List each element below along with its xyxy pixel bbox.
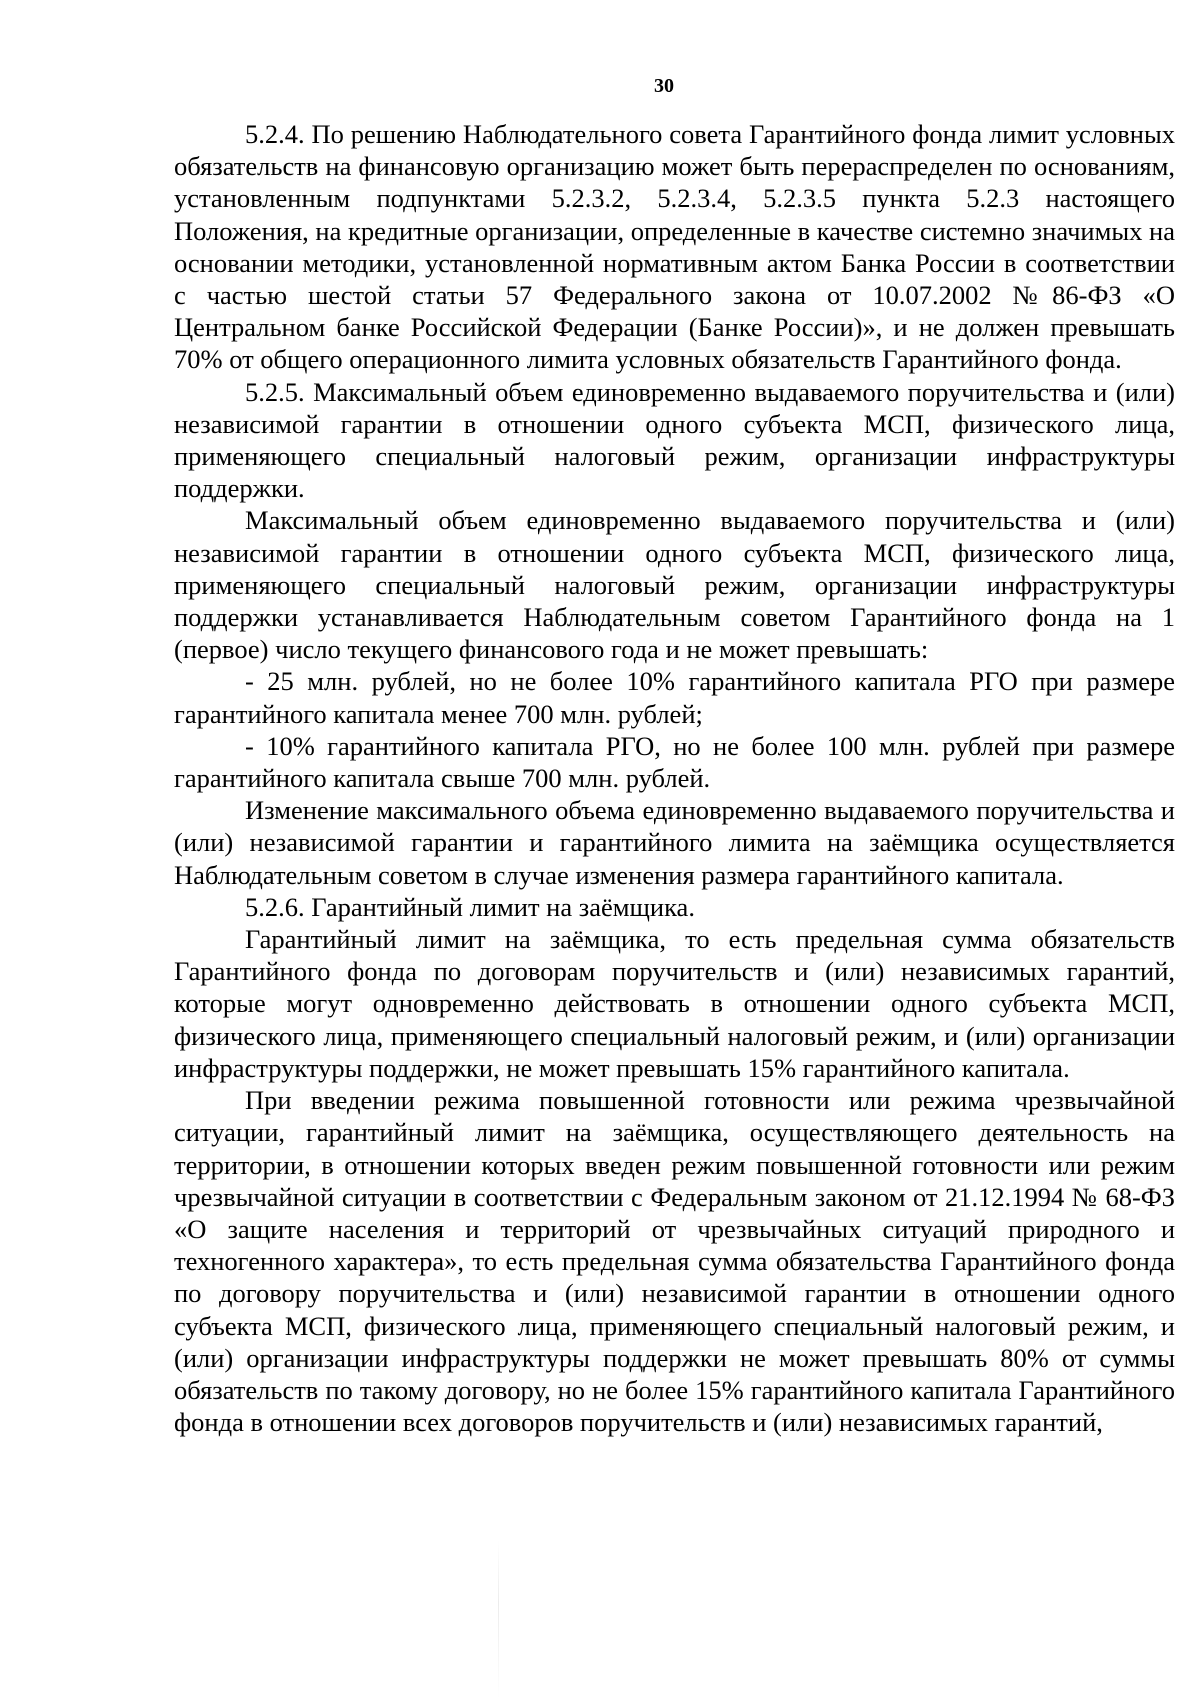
page-number: 30	[654, 75, 674, 97]
paragraph-emergency-regime: При введении режима повышенной готовности или режима чрезвычайной ситуации, гарантийный лимит на заёмщика, осуществляющего деятельность на территории, в отношении которых введен режим повышенной готовности или режим чрезвычайной ситуации в соответствии с Федеральным законом от 21.12.1994 № 68-ФЗ «О защите населения и территорий от чрезвычайных ситуаций природного и техногенного характера», то есть предельная сумма обязательства Гарантийного фонда по договору поручительства и (или) независимой гарантии в отношении одного субъекта МСП, физического лица, применяющего специальный налоговый режим, и (или) организации инфраструктуры поддержки не может превышать 80% от суммы обязательств по такому договору, но не более 15% гарантийного капитала Гарантийного фонда в отношении всех договоров поручительств и (или) независимых гарантий,	[174, 1085, 1175, 1438]
paragraph-5-2-5-heading: 5.2.5. Максимальный объем единовременно выдаваемого поручительства и (или) независимой гарантии в отношении одного субъекта МСП, физического лица, применяющего специальный налоговый режим, организации инфраструктуры поддержки.	[174, 376, 1175, 504]
list-item-10-percent: - 10% гарантийного капитала РГО, но не более 100 млн. рублей при размере гарантийного капитала свыше 700 млн. рублей.	[174, 730, 1175, 794]
paragraph-5-2-6-heading: 5.2.6. Гарантийный лимит на заёмщика.	[245, 891, 695, 922]
paragraph-max-volume: Максимальный объем единовременно выдаваемого поручительства и (или) независимой гарантии в отношении одного субъекта МСП, физического лица, применяющего специальный налоговый режим, организации инфраструктуры поддержки устанавливается Наблюдательным советом Гарантийного фонда на 1 (первое) число текущего финансового года и не может превышать:	[174, 505, 1175, 665]
document-body	[174, 118, 1175, 1438]
list-item-25-mln: - 25 млн. рублей, но не более 10% гарантийного капитала РГО при размере гарантийного капитала менее 700 млн. рублей;	[174, 666, 1175, 729]
paragraph-borrower-limit: Гарантийный лимит на заёмщика, то есть предельная сумма обязательств Гарантийного фонда по договорам поручительств и (или) независимых гарантий, которые могут одновременно действовать в отношении одного субъекта МСП, физического лица, применяющего специальный налоговый режим, и (или) организации инфраструктуры поддержки, не может превышать 15% гарантийного капитала.	[174, 924, 1175, 1083]
paragraph-5-2-4: 5.2.4. По решению Наблюдательного совета Гарантийного фонда лимит условных обязательств на финансовую организацию может быть перераспределен по основаниям, установленным подпунктами 5.2.3.2, 5.2.3.4, 5.2.3.5 пункта 5.2.3 настоящего Положения, на кредитные организации, определенные в качестве системно значимых на основании методики, установленной нормативным актом Банка России в соответствии с частью шестой статьи 57 Федерального закона от 10.07.2002 №86-ФЗ «О Центральном банке Российской Федерации (Банке России)», и не должен превышать 70% от общего операционного лимита условных обязательств Гарантийного фонда.	[174, 119, 1175, 375]
scan-artifact	[498, 1540, 499, 1700]
paragraph-change-limit: Изменение максимального объема единовременно выдаваемого поручительства и (или) независимой гарантии и гарантийного лимита на заёмщика осуществляется Наблюдательным советом в случае изменения размера гарантийного капитала.	[174, 795, 1175, 890]
